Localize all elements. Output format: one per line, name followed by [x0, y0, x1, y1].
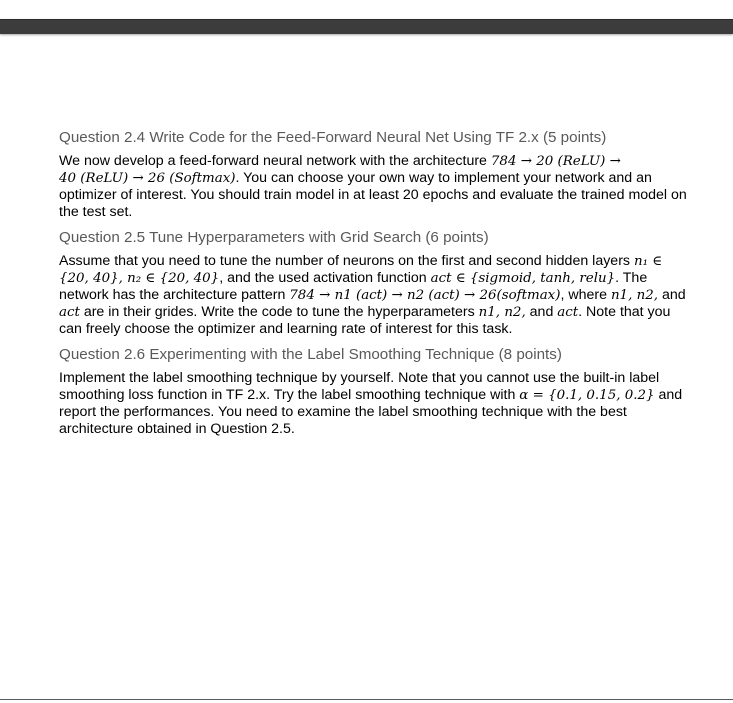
- q26-text-2: and report the performances. You need to examine the label smoothing technique with the best architecture obtained in Question 2.5.: [59, 387, 683, 437]
- q25-text-5: and: [658, 287, 686, 303]
- q26-math-alpha: α = {0.1, 0.15, 0.2}: [519, 388, 655, 403]
- q24-text-1: We now develop a feed-forward neural network with the architecture: [59, 153, 491, 169]
- q25-math-n1n2-a: n1, n2,: [610, 288, 658, 303]
- question-2-4-body: [59, 153, 691, 221]
- q24-math-architecture-1: 784 → 20 (ReLU) →: [490, 154, 621, 169]
- q26-text-1: Implement the label smoothing technique by yourself. Note that you cannot use the built-in label smoothing loss function in TF 2.x. Try the label smoothing technique with: [59, 370, 660, 403]
- q25-text-3: . The network has the architecture pattern: [59, 270, 648, 303]
- q25-math-architecture: 784 → n1 (act) → n2 (act) → 26(softmax): [289, 288, 561, 303]
- window-top-bar: [0, 19, 733, 34]
- q25-text-7: and: [525, 304, 558, 320]
- document-page: [59, 128, 691, 443]
- q25-text-8: . Note that you can freely choose the optimizer and learning rate of interest for this task.: [59, 304, 671, 337]
- q25-math-n1-set-a: n₁ ∈: [633, 254, 663, 269]
- q25-math-n-sets: {20, 40}, n₂ ∈ {20, 40}: [59, 271, 220, 286]
- q25-text-1: Assume that you need to tune the number of neurons on the first and second hidden layers: [59, 253, 634, 269]
- q25-text-2: , and the used activation function: [219, 270, 431, 286]
- q25-math-act-b: act: [557, 305, 579, 320]
- page-bottom-rule: [0, 699, 733, 700]
- question-2-5-body: [59, 253, 691, 338]
- q24-math-architecture-2: 40 (ReLU) → 26 (Softmax): [59, 171, 236, 186]
- q25-math-n1n2-b: n1, n2,: [478, 305, 526, 320]
- q25-math-act-a: act: [59, 305, 80, 320]
- q25-text-4: , where: [560, 287, 611, 303]
- question-2-4-heading: Question 2.4 Write Code for the Feed-Forward Neural Net Using TF 2.x (5 points): [59, 129, 607, 146]
- question-2-6-heading: Question 2.6 Experimenting with the Label Smoothing Technique (8 points): [59, 346, 562, 363]
- question-2-6-body: [59, 370, 691, 438]
- question-2-5-heading: Question 2.5 Tune Hyperparameters with Grid Search (6 points): [59, 229, 489, 246]
- q25-text-6: are in their grides. Write the code to tune the hyperparameters: [79, 304, 479, 320]
- q25-math-act-set: act ∈ {sigmoid, tanh, relu}: [430, 271, 616, 286]
- q24-text-2: . You can choose your own way to implement your network and an optimizer of interest. You should train model in at least 20 epochs and evaluate the trained model on the test set.: [59, 170, 687, 220]
